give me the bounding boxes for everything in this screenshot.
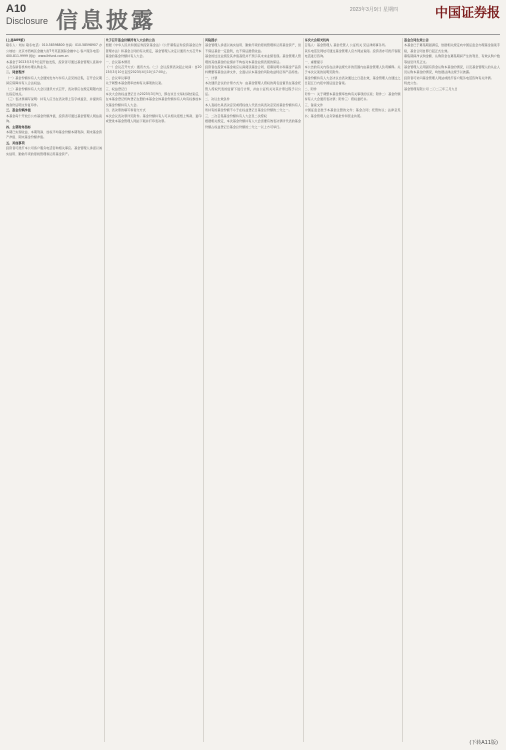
paragraph: （一）基金份额持有人大会通知发布与持有人意见的征集，召开会议期间应保障持有人合法权益。 (6, 75, 102, 86)
paragraph: 本人直接出具表决意见或授权他人代表出具表决意见的基金份额持有人所持有的基金份额不小于在权益登记日基金总份额的二分之一。 (205, 102, 301, 113)
column-divider (303, 38, 304, 742)
paragraph: 根据相关规定，本次基金份额持有人大会需要有效表决票所代表的基金份额占权益登记日基金总份额的二分之一以上方可举行。 (205, 119, 301, 129)
paragraph: 一、计票 (205, 75, 218, 80)
paragraph: 三、二次召集基金份额持有人大会及二次授权 (205, 113, 267, 118)
paragraph-heading: (上接A09版) (6, 38, 25, 42)
paragraph: 基金的过往业绩及其净值高低并不预示其未来业绩表现。基金管理人管理的其他基金的业绩并不构成对本基金业绩表现的保证。 (205, 54, 301, 64)
paragraph: 二、决议生效条件 (205, 97, 230, 102)
page-number: A10 (6, 3, 27, 15)
text-column (205, 38, 301, 742)
paragraph: 基金管理人运用固有资金认购本基金的情况，以及基金管理人的从业人员认购本基金的情况，均依据法律法规予以披露。 (404, 65, 500, 75)
paragraph: 基金管理人承诺以诚实信用、勤勉尽责的原则管理和运用基金资产，但不保证基金一定盈利，也不保证最低收益。 (205, 43, 301, 53)
header-rule (6, 34, 500, 35)
paragraph: （一）会议召开方式：通讯方式。（二）会议投票表决起止时间：自2023年3月10日起至2023年4月10日17:00止。 (105, 65, 202, 75)
paragraph: 投资者可访问基金管理人网站或拨打客户服务电话咨询有关详情。 (404, 75, 494, 80)
paragraph: 中国证监会准予本基金注册的文件；基金合同；托管协议；法律意见书；基金管理人业务资格批件和营业执照。 (304, 108, 401, 118)
page-header (0, 0, 506, 34)
paragraph: 本基金每个开放日公布基金份额净值，投资者可通过基金管理人网站查询。 (6, 113, 102, 124)
paragraph: 基金份额持有人大会决议自表决通过之日起生效，基金管理人自通过之日起五日内报中国证监会备案。 (304, 75, 401, 86)
text-column (404, 38, 500, 742)
column-divider (203, 38, 204, 742)
paragraph-heading: 三、基金份额净值 (6, 108, 31, 113)
paragraph: 联系电话及网址可通过基金管理人官方网站查阅。投资者亦可拨打客服电话进行咨询。 (304, 48, 401, 59)
text-column (6, 38, 102, 742)
paragraph: 三、备查文件 (304, 102, 324, 107)
paragraph: 二、会议审议事项 (105, 75, 131, 80)
paragraph-heading: 关于召开基金份额持有人大会的公告 (105, 38, 155, 42)
column-divider (104, 38, 105, 742)
paragraph-heading: 基金合同生效公告 (404, 38, 429, 42)
paragraph: 根据《中华人民共和国证券投资基金法》《公开募集证券投资基金运作管理办法》和基金合同的有关规定，基金管理人决定以通讯方式召开本基金的基金份额持有人大会。 (105, 43, 202, 59)
paragraph: 关于调整本基金费率结构有关事项的议案。 (105, 81, 165, 86)
paragraph: 本次会议表决票详见附件。基金份额持有人可从相关报纸上剪裁、复印或登录本基金管理人网站下载并打印表决票。 (105, 113, 202, 124)
paragraph: 特此公告。 (404, 81, 420, 86)
paragraph: 投资者在投资本基金前应认真阅读基金合同、招募说明书和基金产品资料概要等基金法律文件，全面认识本基金的风险收益特征和产品特性。 (205, 65, 301, 75)
paragraph: （二）基金份额持有人大会以通讯方式召开，表决票应在规定期限内送达指定地点。 (6, 86, 102, 97)
section-name-en: Disclosure (6, 16, 49, 26)
paragraph: 本次通讯会议的计票方式为：由基金管理人授权的两名监督员在基金托管人授权代表的监督下进行计票，并由公证机关对其计票过程予以公证。 (205, 81, 301, 97)
paragraph: 募集期间净认购金额、认购资金在募集期间产生的利息、有效认购户数等信息详见正文。 (404, 54, 500, 64)
continued-note: (下转A11版) (469, 740, 498, 746)
newspaper-masthead: 中国证券报 (434, 6, 500, 21)
text-column (106, 38, 202, 742)
paragraph: 本期已实现收益、本期利润、加权平均基金份额本期利润、期末基金资产净值、期末基金份额净值。 (6, 129, 102, 140)
paragraph: 基金管理有限公司 二〇二三年三月九日 (404, 86, 458, 91)
paragraph-heading: 四、主要财务指标 (6, 124, 31, 129)
paragraph: 本基金已于募集期届满后，依据相关规定向中国证监会办理基金备案手续，基金合同自即日起正式生效。 (404, 43, 500, 53)
article-columns (6, 38, 500, 742)
paragraph-heading: 风险提示 (205, 38, 218, 42)
paragraph-heading: 本次大会相关机构 (304, 38, 330, 42)
paragraph: （三）表决票填写说明：持有人应当在表决票上签字或盖章，并提供有效身份证明文件复印件。 (6, 97, 102, 107)
paragraph-heading: 二、同意程序 (6, 70, 25, 75)
paragraph: 一、会议基本情况 (105, 59, 131, 64)
paragraph: 本公告的有关内容在法律法规允许的范围内由基金管理人负责解释。关于本次议案的说明见附件。 (304, 65, 401, 75)
paragraph: 一、重要提示 (304, 59, 324, 64)
paragraph: 附件一：关于调整本基金费率结构有关事项的议案；附件二：基金份额持有人大会通讯表决票；附件三：授权委托书。 (304, 92, 401, 102)
issue-date: 2023年3月9日 星期四 (349, 7, 398, 13)
paragraph: 三、权益登记日 (105, 86, 128, 91)
column-divider (402, 38, 403, 742)
paragraph: 本次大会的权益登记日为2023年3月9日，即在该日交易时间结束后，在本基金登记机构登记在册的本基金全体基金份额持有人均有权参加本次基金份额持有人大会。 (105, 92, 202, 107)
paragraph: 本基金于2023年3月9日起开始发售，投资者可通过基金管理人直销中心及各销售机构办理认购业务。 (6, 59, 102, 70)
text-column (305, 38, 401, 742)
paragraph: 投资者可拨打本公司客户服务电话咨询相关事宜。基金管理人承诺以诚实信用、勤勉尽责的原则管理和运用基金资产。 (6, 146, 102, 156)
paragraph: 联系人：刘东 联系电话：010-58598800 传真：010-58598907 办公地址：北京市西城区金融大街7号英蓝国际金融中心 客户服务电话：400-811-9999 网址：www.lhfund.com.cn (6, 43, 102, 59)
paragraph-heading: 五、其他事项 (6, 140, 25, 145)
paragraph: 二、附件 (304, 86, 317, 91)
paragraph: 召集人：基金管理人 基金托管人 公证机关 见证律师事务所。 (304, 43, 388, 48)
section-title: 信息披露 (56, 9, 157, 34)
paragraph: 四、表决票的填写和寄交方式 (105, 108, 146, 113)
